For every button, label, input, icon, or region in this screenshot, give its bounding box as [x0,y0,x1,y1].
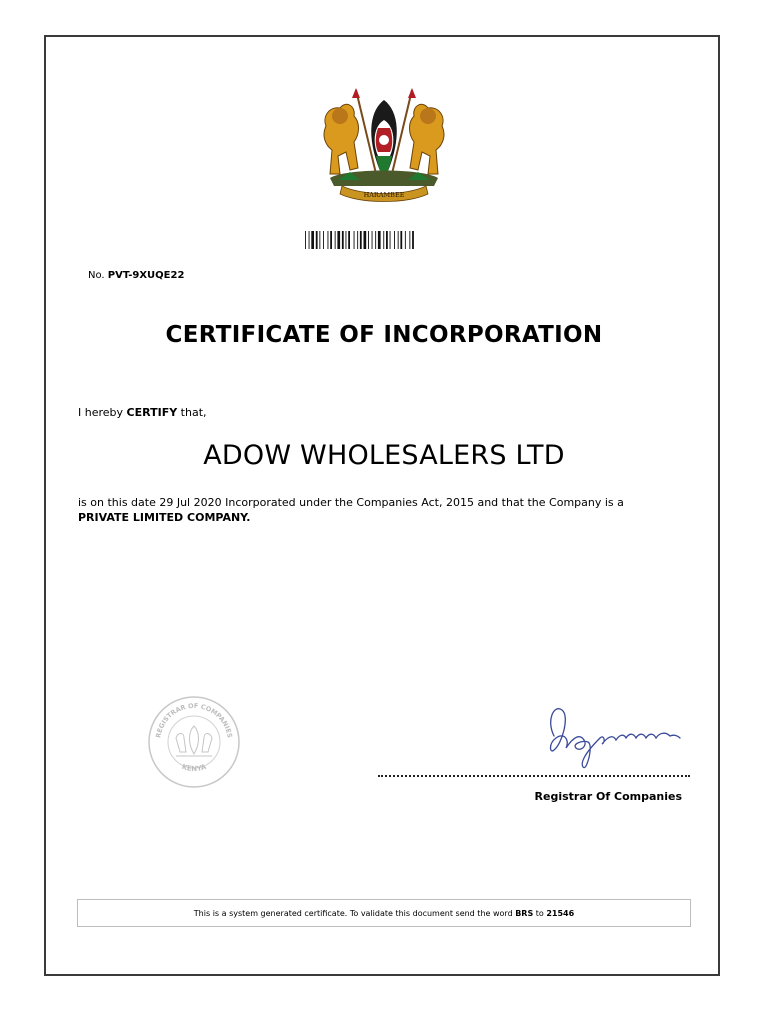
validation-shortcode: 21546 [546,908,575,918]
incorporation-text: is on this date 29 Jul 2020 Incorporated under the Companies Act, 2015 and that the Company is a [78,496,624,509]
seal-text-bottom: KENYA [180,762,208,774]
page-title: CERTIFICATE OF INCORPORATION [165,322,603,348]
certify-suffix: that, [180,406,207,419]
validation-keyword: BRS [515,908,534,918]
validation-text-middle: to [535,908,544,918]
kenya-coat-of-arms-icon [316,86,452,204]
company-name: ADOW WHOLESALERS LTD [203,440,565,471]
validation-notice [77,899,691,927]
incorporation-statement [78,495,703,525]
registrar-label: Registrar Of Companies [534,790,682,803]
validation-text-before: This is a system generated certificate. To validate this document send the word [193,908,513,918]
seal-text-top: REGISTRAR OF COMPANIES [154,701,234,739]
certify-word: CERTIFY [126,406,178,419]
signature-icon [540,700,690,772]
barcode-icon [304,231,466,249]
certify-prefix: I hereby [78,406,124,419]
signature-line [378,775,690,777]
validation-text [194,909,574,918]
certificate-number-prefix: No. [88,270,105,281]
svg-text:KENYA [181,763,208,774]
certificate-number [88,270,184,281]
motto-text: HARAMBEE [363,191,405,199]
certify-statement [78,406,207,419]
company-type: PRIVATE LIMITED COMPANY. [78,511,251,524]
registrar-seal-icon [146,694,242,790]
certificate-number-value: PVT-9XUQE22 [107,270,185,281]
